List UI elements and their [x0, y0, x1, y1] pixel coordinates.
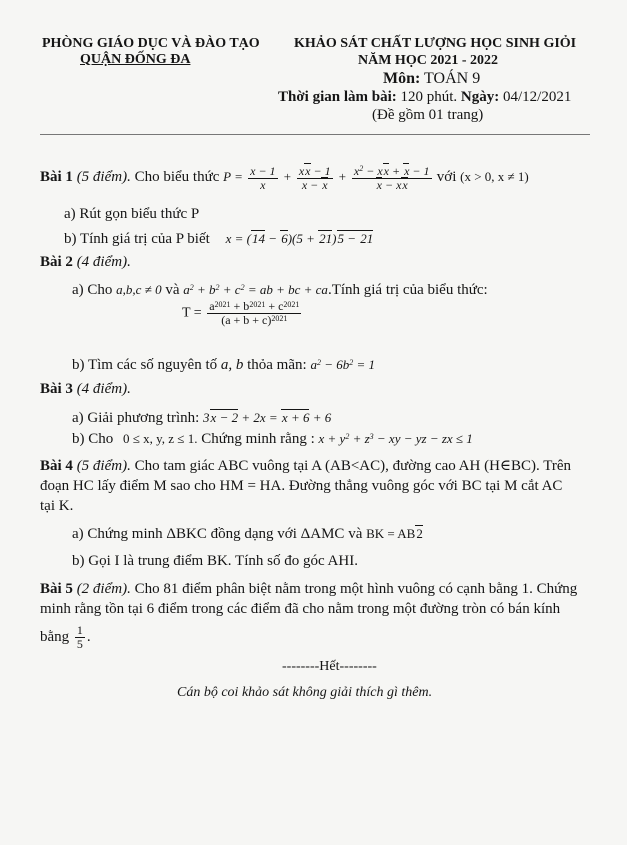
- bai2-heading: [40, 253, 131, 272]
- bai2-a-prefix: a) Cho: [72, 282, 113, 298]
- bai2-T-expression: T = $\frac{a^{2021} + b^{2021} + c^{2021}}{(a + b + c)^{2021}}$: [182, 299, 300, 327]
- date-label: Ngày:: [460, 89, 500, 105]
- bai2-a-cond: a,b,c ≠ 0: [116, 282, 162, 297]
- bai1-part-a: a) Rút gọn biểu thức P: [64, 206, 200, 222]
- bai4-part-a: [72, 524, 423, 544]
- bai2-b-equation: $a^2 - 6b^2 = 1$: [310, 357, 375, 372]
- bai3-b-inequality: $x + y^2 + z^3$ − xy − yz − zx ≤ 1: [318, 431, 473, 446]
- bai4-a-formula: BK = AB2: [366, 526, 423, 541]
- bai1-intro: Cho biểu thức: [134, 168, 220, 185]
- bai1-x-value: x = (14 − 6)(5 + 21)5 − 21: [225, 231, 374, 246]
- bai5-line2: minh rằng tồn tại 6 điểm trong các điểm đã cho nằm trong một đường tròn có bán kính: [40, 601, 561, 617]
- bai1-line: [40, 164, 529, 192]
- bai1-part-b: [64, 229, 373, 249]
- bai4-points: (5 điểm).: [76, 458, 131, 474]
- bai1-part-b-text: b) Tính giá trị của P biết: [64, 231, 210, 247]
- bai4-text1: Cho tam giác ABC vuông tại A (AB<AC), đường cao AH (H∈BC). Trên: [134, 458, 572, 474]
- bai4-title: Bài 4: [40, 458, 73, 474]
- bai3-part-a: [72, 408, 331, 428]
- bai3-part-b: [72, 429, 473, 449]
- department-name: PHÒNG GIÁO DỤC VÀ ĐÀO TẠO: [42, 36, 260, 51]
- subject-line: [383, 70, 480, 88]
- bai3-b-prefix: b) Cho: [72, 431, 114, 447]
- bai4-part-b: b) Gọi I là trung điểm BK. Tính số đo góc AHI.: [72, 553, 358, 569]
- bai4-line2: đoạn HC lấy điểm M sao cho HM = HA. Đường thẳng vuông góc với BC tại M cắt AC: [40, 478, 563, 494]
- bai5-points: (2 điểm).: [76, 581, 131, 597]
- bai5-frac-num: 1: [76, 623, 83, 637]
- bai4-line1: [40, 457, 571, 476]
- bai2-part-a: [72, 280, 488, 300]
- subject-label: Môn:: [383, 70, 421, 87]
- end-marker: --------Hết--------: [282, 659, 377, 674]
- bai2-b-prefix: b) Tìm các số nguyên tố: [72, 357, 218, 373]
- bai1-points: (5 điểm).: [76, 168, 131, 185]
- bai5-line3: bằng $\frac{1}{5}$ .: [40, 623, 91, 651]
- bai2-a-suffix: .Tính giá trị của biểu thức:: [327, 282, 488, 298]
- bai3-points: (4 điểm).: [76, 381, 131, 397]
- time-value: 120 phút.: [400, 89, 458, 105]
- bai5-text3: bằng: [40, 628, 70, 645]
- school-year: NĂM HỌC 2021 - 2022: [358, 53, 498, 68]
- pages-note: (Đề gồm 01 trang): [372, 107, 484, 123]
- bai3-heading: [40, 380, 131, 399]
- time-line: [278, 89, 571, 106]
- bai3-b-mid: Chứng minh rằng :: [201, 431, 315, 447]
- bai4-line3: tại K.: [40, 498, 74, 514]
- footer-note: Cán bộ coi khảo sát không giải thích gì thêm.: [177, 685, 433, 700]
- time-label: Thời gian làm bài:: [278, 89, 397, 105]
- bai4-a-text: a) Chứng minh ΔBKC đồng dạng với ΔAMC và: [72, 526, 363, 542]
- bai1-title: Bài 1: [40, 168, 73, 185]
- bai1-condition-word: với: [436, 168, 457, 185]
- district-name: QUẬN ĐỐNG ĐA: [80, 52, 191, 67]
- bai2-b-vars: a, b: [220, 357, 244, 373]
- header-divider: [40, 134, 590, 135]
- subject-value: TOÁN 9: [424, 70, 481, 87]
- bai2-a-and: và: [165, 282, 180, 298]
- bai2-points: (4 điểm).: [76, 254, 131, 270]
- bai5-text1: Cho 81 điểm phân biệt nằm trong một hình vuông có cạnh bằng 1. Chứng: [134, 581, 578, 597]
- bai3-title: Bài 3: [40, 381, 73, 397]
- bai5-frac-den: 5: [76, 637, 83, 651]
- bai2-title: Bài 2: [40, 254, 73, 270]
- bai5-line1: [40, 580, 577, 599]
- bai5-title: Bài 5: [40, 581, 73, 597]
- bai1-condition: (x > 0, x ≠ 1): [460, 168, 529, 184]
- bai1-expression: P = $\frac{x - 1}{x}$ + $\frac{xx - 1}{x - x}$ + $\frac{x^2 - xx + x - 1}{x - xx}$: [223, 163, 430, 192]
- exam-title: KHẢO SÁT CHẤT LƯỢNG HỌC SINH GIỎI: [294, 36, 577, 51]
- bai5-fraction: [75, 624, 85, 651]
- date-value: 04/12/2021: [503, 89, 572, 105]
- bai3-b-cond: 0 ≤ x, y, z ≤ 1.: [123, 431, 198, 446]
- bai3-a-prefix: a) Giải phương trình:: [72, 410, 200, 426]
- bai2-part-b: [72, 355, 375, 375]
- bai3-a-equation: 3x − 2 + 2x = x + 6 + 6: [203, 410, 332, 425]
- bai2-b-suffix: thỏa mãn:: [247, 357, 307, 373]
- bai2-a-equation: $a^2 + b^2 + c^2$ = ab + bc + ca: [183, 282, 328, 297]
